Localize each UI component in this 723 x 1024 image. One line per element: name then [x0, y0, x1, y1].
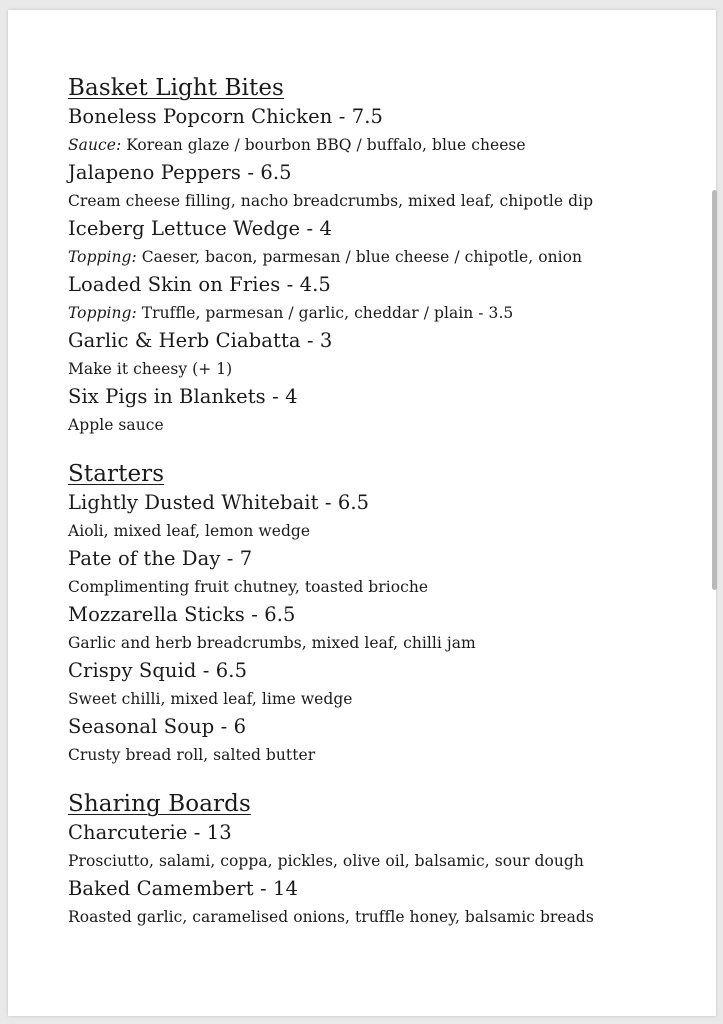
description-text: Truffle, parmesan / garlic, cheddar / plain - 3.5 [136, 304, 514, 322]
description-text: Complimenting fruit chutney, toasted brioche [68, 578, 429, 596]
menu-item-name: Lightly Dusted Whitebait - 6.5 [68, 491, 370, 514]
menu-item-name: Mozzarella Sticks - 6.5 [68, 603, 296, 626]
description-text: Apple sauce [68, 416, 164, 434]
menu-item-name: Six Pigs in Blankets - 4 [68, 385, 298, 408]
description-label: Sauce: [68, 136, 122, 154]
menu-item-description [68, 243, 698, 271]
description-text: Roasted garlic, caramelised onions, truffle honey, balsamic breads [68, 908, 594, 926]
menu-page [8, 10, 716, 1016]
menu-item-name: Loaded Skin on Fries - 4.5 [68, 273, 331, 296]
vertical-scrollbar[interactable] [712, 190, 717, 590]
description-text: Sweet chilli, mixed leaf, lime wedge [68, 690, 353, 708]
menu-item-name: Baked Camembert - 14 [68, 877, 299, 900]
menu-item-description [68, 355, 698, 383]
menu-item-description [68, 741, 698, 769]
section-starters [68, 460, 698, 769]
description-text: Garlic and herb breadcrumbs, mixed leaf, chilli jam [68, 634, 476, 652]
menu-item-description [68, 299, 698, 327]
menu-item-name: Garlic & Herb Ciabatta - 3 [68, 329, 333, 352]
section-sharing-boards [68, 790, 698, 931]
menu-item-description [68, 131, 698, 159]
description-text: Cream cheese filling, nacho breadcrumbs, mixed leaf, chipotle dip [68, 192, 594, 210]
description-text: Crusty bread roll, salted butter [68, 746, 316, 764]
menu-item-description [68, 187, 698, 215]
description-text: Make it cheesy (+ 1) [68, 360, 233, 378]
menu-item-name: Boneless Popcorn Chicken - 7.5 [68, 105, 383, 128]
description-text: Caeser, bacon, parmesan / blue cheese / chipotle, onion [136, 248, 583, 266]
menu-content [68, 74, 698, 931]
menu-item-name: Charcuterie - 13 [68, 821, 232, 844]
description-text: Prosciutto, salami, coppa, pickles, olive oil, balsamic, sour dough [68, 852, 584, 870]
section-basket-light-bites [68, 74, 698, 439]
description-label: Topping: [68, 304, 137, 322]
menu-item-description [68, 629, 698, 657]
menu-item-name: Pate of the Day - 7 [68, 547, 253, 570]
menu-item-name: Crispy Squid - 6.5 [68, 659, 248, 682]
menu-item-description [68, 517, 698, 545]
menu-item-description [68, 903, 698, 931]
menu-item-name: Seasonal Soup - 6 [68, 715, 247, 738]
description-label: Topping: [68, 248, 137, 266]
menu-item-description [68, 573, 698, 601]
menu-item-name: Iceberg Lettuce Wedge - 4 [68, 217, 332, 240]
menu-item-description [68, 685, 698, 713]
menu-item-description [68, 847, 698, 875]
menu-item-name: Jalapeno Peppers - 6.5 [68, 161, 292, 184]
section-title: Sharing Boards [68, 791, 251, 817]
description-text: Aioli, mixed leaf, lemon wedge [68, 522, 311, 540]
section-title: Basket Light Bites [68, 75, 284, 101]
menu-item-description [68, 411, 698, 439]
description-text: Korean glaze / bourbon BBQ / buffalo, blue cheese [121, 136, 526, 154]
section-title: Starters [68, 461, 165, 487]
